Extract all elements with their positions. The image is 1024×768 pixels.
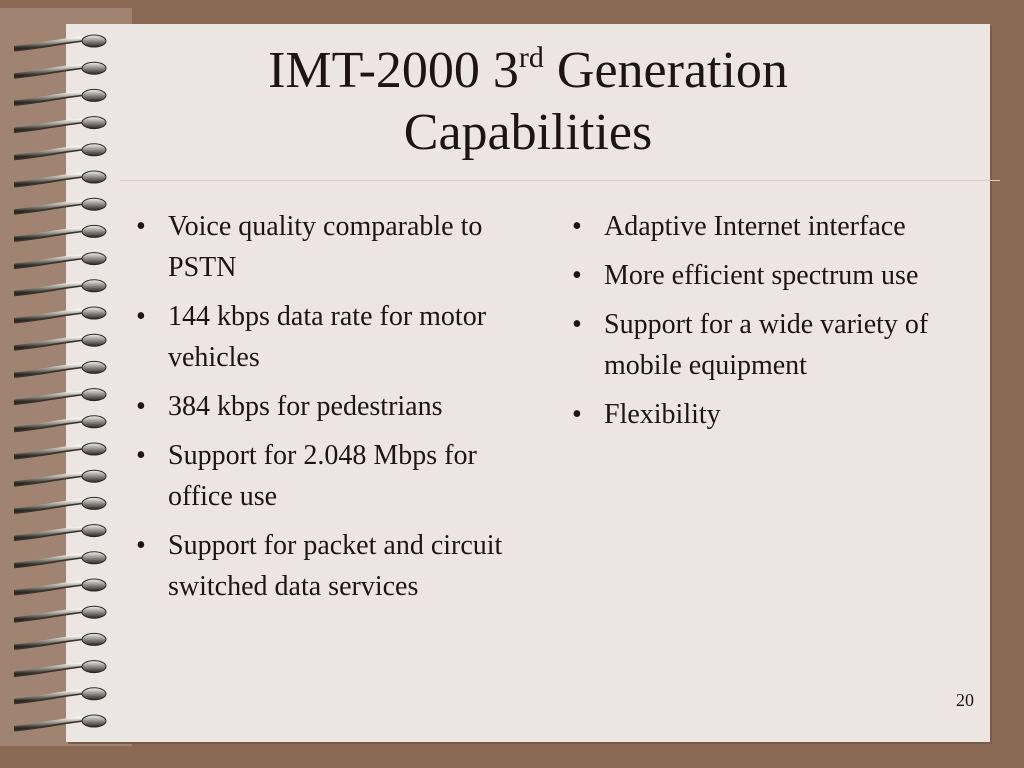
binding-ring: [14, 253, 106, 268]
bullet-item: • Support for 2.048 Mbps for office use: [128, 435, 528, 517]
bullet-item: • More efficient spectrum use: [564, 255, 974, 296]
binding-ring: [14, 225, 106, 240]
bullet-item: • 144 kbps data rate for motor vehicles: [128, 296, 528, 378]
binding-ring: [14, 171, 106, 186]
bullet-item: • Adaptive Internet interface: [564, 206, 974, 247]
left-bullet-list: [128, 206, 528, 615]
bullet-item: • Support for packet and circuit switched data services: [128, 525, 528, 607]
binding-ring: [14, 334, 106, 349]
title-text-rest: Generation: [543, 42, 788, 99]
bullet-item: • Flexibility: [564, 394, 974, 435]
binding-ring: [14, 525, 106, 540]
binding-ring: [14, 470, 106, 485]
binding-ring: [14, 307, 106, 322]
binding-ring: [14, 443, 106, 458]
binding-ring: [14, 361, 106, 376]
binding-ring: [14, 715, 106, 730]
binding-ring: [14, 389, 106, 404]
binding-ring: [14, 661, 106, 676]
slide-number: 20: [956, 690, 974, 710]
binding-ring: [14, 606, 106, 621]
binding-ring: [14, 497, 106, 512]
binding-ring: [14, 633, 106, 648]
binding-ring: [14, 579, 106, 594]
bullet-item: • 384 kbps for pedestrians: [128, 386, 528, 427]
binding-ring: [14, 552, 106, 567]
title-line-2: Capabilities: [403, 104, 653, 161]
binding-ring: [14, 198, 106, 213]
bullet-item: • Support for a wide variety of mobile equipment: [564, 304, 974, 386]
binding-ring: [14, 280, 106, 295]
slide-title: [66, 40, 990, 164]
title-line-1: [66, 40, 990, 102]
title-divider: [120, 180, 1000, 181]
binding-ring: [14, 416, 106, 431]
title-superscript: rd: [518, 41, 544, 74]
title-text: IMT-2000 3: [268, 42, 519, 99]
right-bullet-list: [564, 206, 974, 443]
binding-ring: [14, 688, 106, 703]
bullet-item: • Voice quality comparable to PSTN: [128, 206, 528, 288]
